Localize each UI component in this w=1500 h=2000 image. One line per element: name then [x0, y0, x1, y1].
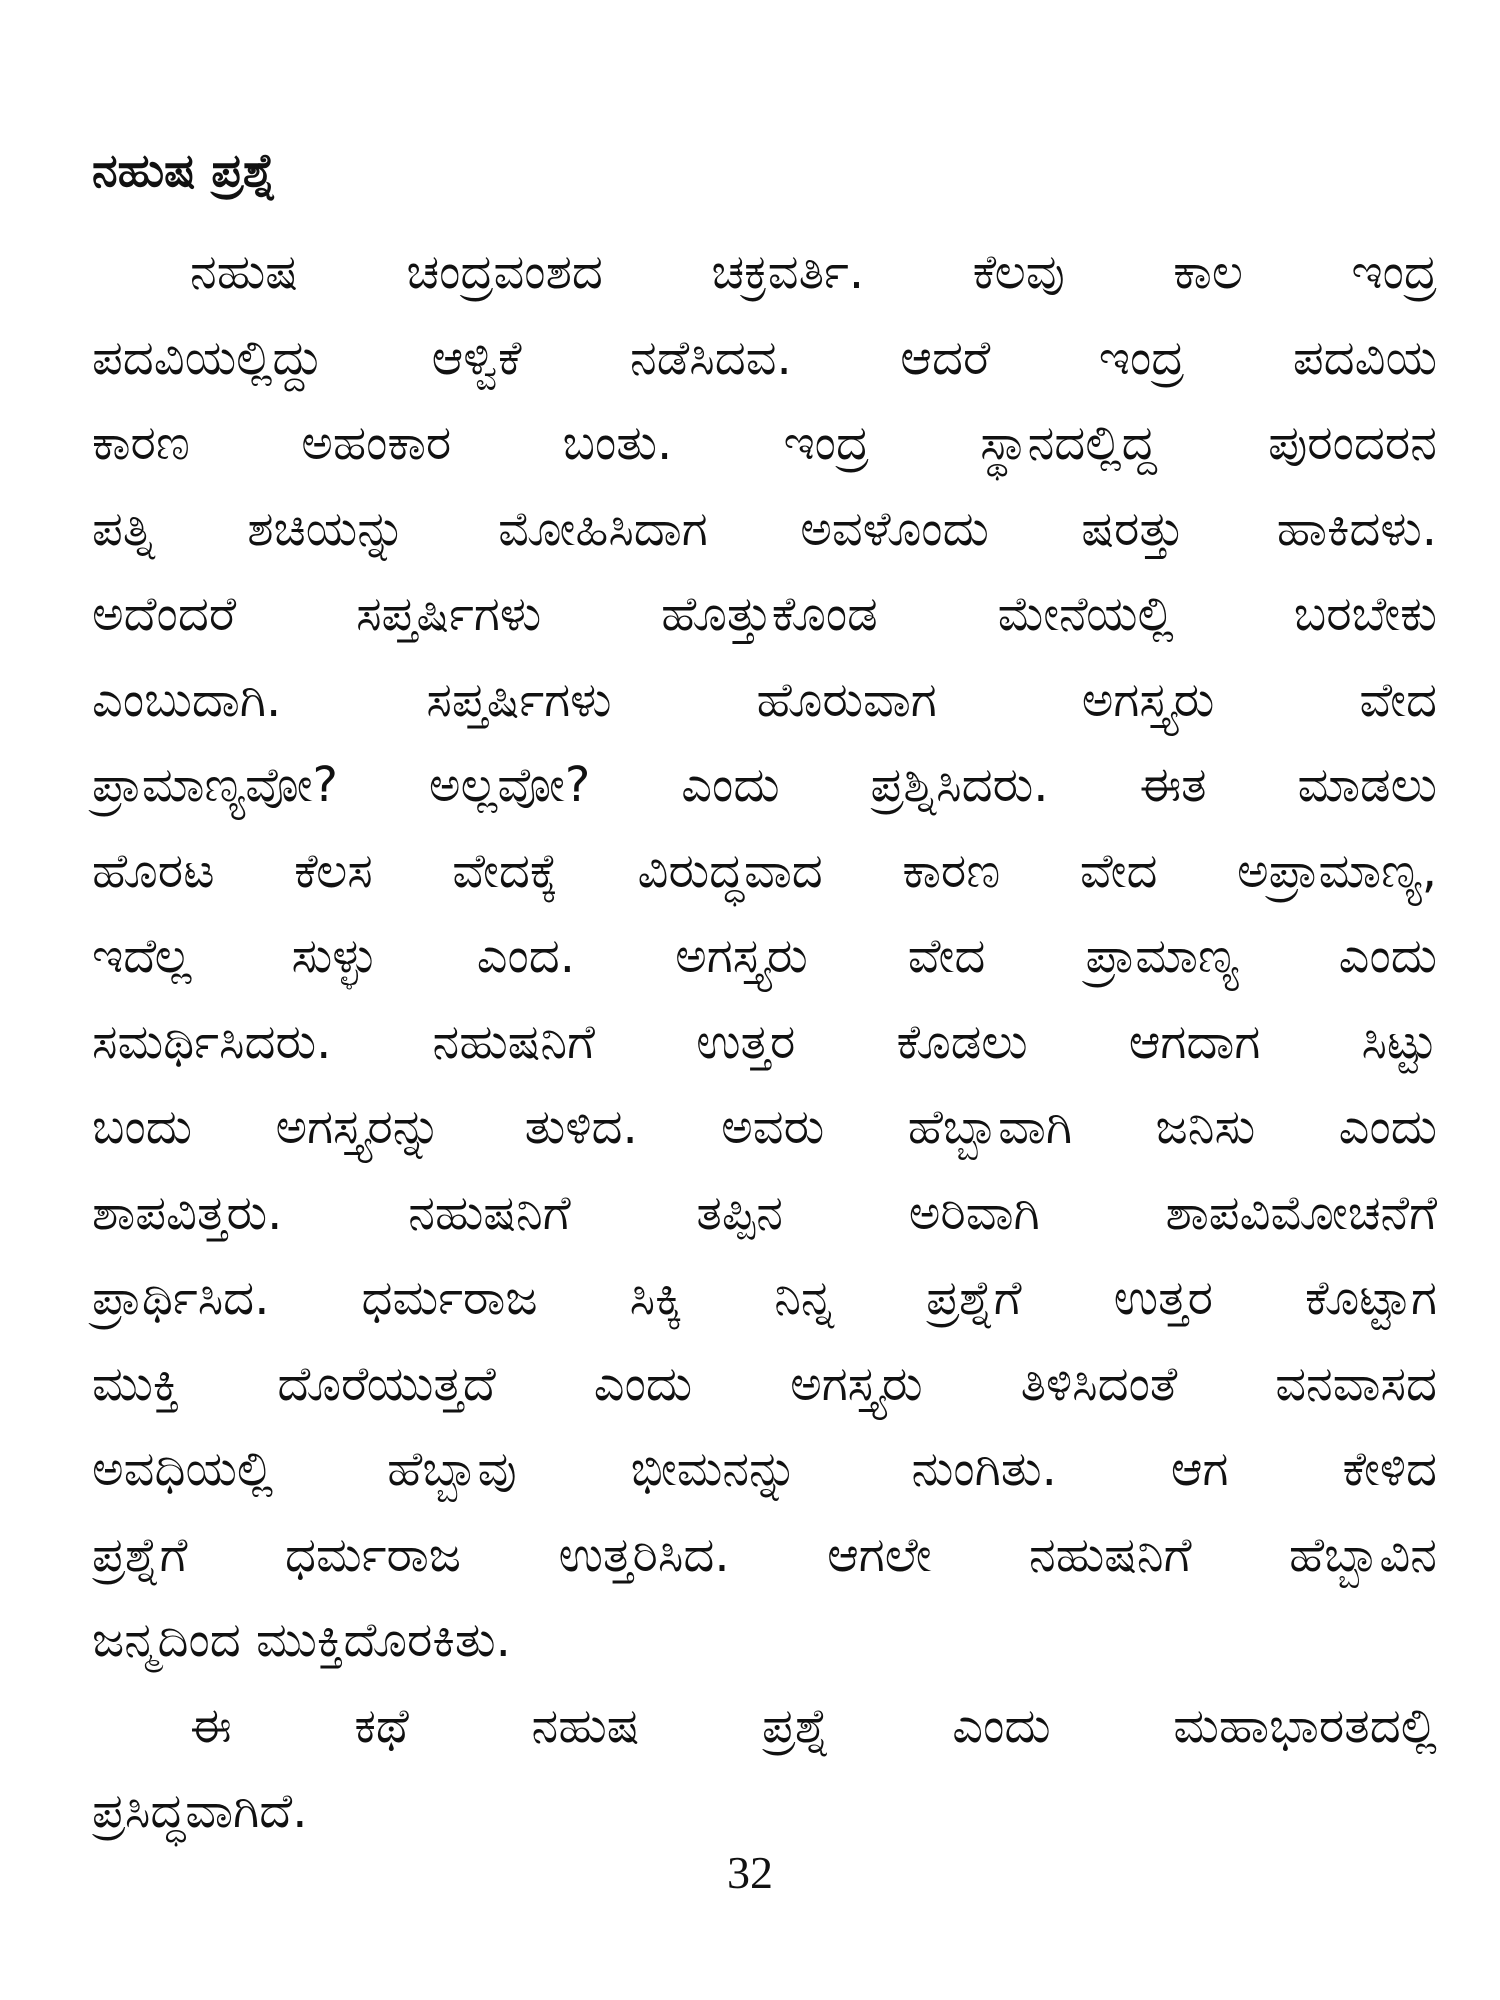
paragraph-1-line-6: ಎಂಬುದಾಗಿ. ಸಪ್ತರ್ಷಿಗಳು ಹೊರುವಾಗ ಅಗಸ್ತ್ಯರು ವೇದ — [92, 671, 1437, 728]
paragraph-1-line-13: ಪ್ರಾರ್ಥಿಸಿದ. ಧರ್ಮರಾಜ ಸಿಕ್ಕಿ ನಿನ್ನ ಪ್ರಶ್ನೆಗೆ ಉತ್ತರ ಕೊಟ್ಟಾಗ — [92, 1270, 1437, 1326]
paragraph-1-line-7: ಪ್ರಾಮಾಣ್ಯವೋ? ಅಲ್ಲವೋ? ಎಂದು ಪ್ರಶ್ನಿಸಿದರು. ಈತ ಮಾಡಲು — [92, 757, 1437, 813]
paragraph-1-line-3: ಕಾರಣ ಅಹಂಕಾರ ಬಂತು. ಇಂದ್ರ ಸ್ಥಾನದಲ್ಲಿದ್ದ ಪುರಂದರನ — [92, 415, 1437, 471]
body-text — [92, 230, 1437, 1855]
paragraph-1-line-17: ಜನ್ಮದಿಂದ ಮುಕ್ತಿದೊರಕಿತು. — [92, 1612, 511, 1668]
paragraph-1-line-2: ಪದವಿಯಲ್ಲಿದ್ದು ಆಳ್ವಿಕೆ ನಡೆಸಿದವ. ಆದರೆ ಇಂದ್ರ ಪದವಿಯ — [92, 329, 1437, 386]
paragraph-2-line-1: ಈ ಕಥೆ ನಹುಷ ಪ್ರಶ್ನೆ ಎಂದು ಮಹಾಭಾರತದಲ್ಲಿ — [190, 1697, 1437, 1754]
paragraph-1-line-1: ನಹುಷ ಚಂದ್ರವಂಶದ ಚಕ್ರವರ್ತಿ. ಕೆಲವು ಕಾಲ ಇಂದ್ರ — [190, 244, 1437, 300]
section-heading: ನಹುಷ ಪ್ರಶ್ನೆ — [92, 143, 277, 197]
paragraph-1-line-11: ಬಂದು ಅಗಸ್ತ್ಯರನ್ನು ತುಳಿದ. ಅವರು ಹೆಬ್ಬಾವಾಗಿ ಜನಿಸು ಎಂದು — [92, 1099, 1437, 1155]
paragraph-1-line-5: ಅದೆಂದರೆ ಸಪ್ತರ್ಷಿಗಳು ಹೊತ್ತುಕೊಂಡ ಮೇನೆಯಲ್ಲಿ ಬರಬೇಕು — [92, 586, 1437, 642]
paragraph-1-line-16: ಪ್ರಶ್ನೆಗೆ ಧರ್ಮರಾಜ ಉತ್ತರಿಸಿದ. ಆಗಲೇ ನಹುಷನಿಗೆ ಹೆಬ್ಬಾವಿನ — [92, 1526, 1437, 1583]
paragraph-1-line-9: ಇದೆಲ್ಲ ಸುಳ್ಳು ಎಂದ. ಅಗಸ್ತ್ಯರು ವೇದ ಪ್ರಾಮಾಣ್ಯ ಎಂದು — [92, 928, 1437, 984]
paragraph-1-line-4: ಪತ್ನಿ ಶಚಿಯನ್ನು ಮೋಹಿಸಿದಾಗ ಅವಳೊಂದು ಷರತ್ತು ಹಾಕಿದಳು. — [92, 500, 1437, 557]
paragraph-1-line-8: ಹೊರಟ ಕೆಲಸ ವೇದಕ್ಕೆ ವಿರುದ್ಧವಾದ ಕಾರಣ ವೇದ ಅಪ್ರಾಮಾಣ್ಯ, — [92, 842, 1437, 899]
paragraph-1-line-12: ಶಾಪವಿತ್ತರು. ನಹುಷನಿಗೆ ತಪ್ಪಿನ ಅರಿವಾಗಿ ಶಾಪವಿಮೋಚನೆಗೆ — [92, 1184, 1437, 1241]
paragraph-1-line-15: ಅವಧಿಯಲ್ಲಿ ಹೆಬ್ಬಾವು ಭೀಮನನ್ನು ನುಂಗಿತು. ಆಗ ಕೇಳಿದ — [92, 1441, 1437, 1497]
page-number: 32 — [727, 1847, 773, 1898]
paragraph-1-line-10: ಸಮರ್ಥಿಸಿದರು. ನಹುಷನಿಗೆ ಉತ್ತರ ಕೊಡಲು ಆಗದಾಗ ಸಿಟ್ಟು — [92, 1013, 1437, 1070]
paragraph-1-line-14: ಮುಕ್ತಿ ದೊರೆಯುತ್ತದೆ ಎಂದು ಅಗಸ್ತ್ಯರು ತಿಳಿಸಿದಂತೆ ವನವಾಸದ — [92, 1355, 1437, 1412]
paragraph-2-line-2: ಪ್ರಸಿದ್ಧವಾಗಿದೆ. — [92, 1783, 308, 1839]
